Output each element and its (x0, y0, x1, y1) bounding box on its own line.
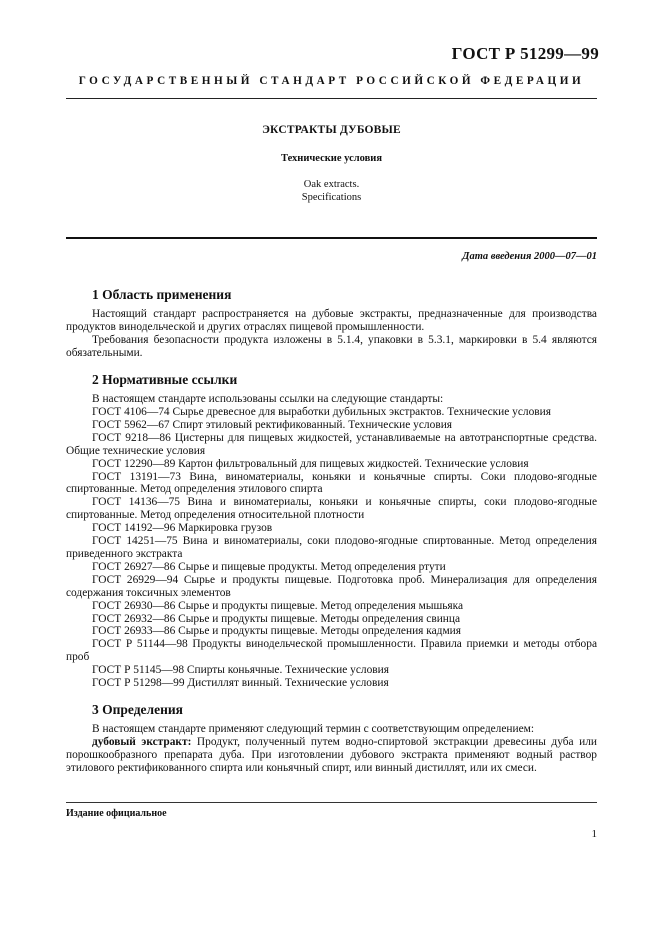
reference-item: ГОСТ Р 51298—99 Дистиллят винный. Технические условия (92, 677, 389, 690)
english-subtitle-line: Specifications (301, 192, 362, 203)
top-divider (66, 98, 597, 99)
section-3-intro: В настоящем стандарте применяют следующий термин с соответствующим определением: (92, 722, 535, 735)
reference-item: ГОСТ 26927—86 Сырье и пищевые продукты. Метод определения ртути (92, 560, 446, 573)
term-definition: Продукт, полученный путем водно-спиртовой экстракции древесины дуба или порошкообразного препарата дуба. При изготовлении дубового экстракта применяют водный раствор этилового ректификованного спирта или коньячный спирт, или винный дистиллят, или их смеси. (66, 735, 597, 774)
introduction-date: Дата введения 2000—07—01 (462, 251, 597, 262)
reference-item: ГОСТ 14251—75 Вина и виноматериалы, соки плодово-ягодные спиртованные. Метод определения приведенного экстракта (66, 535, 597, 560)
reference-item: ГОСТ 5962—67 Спирт этиловый ректификованный. Технические условия (92, 418, 453, 431)
definition-paragraph (66, 736, 597, 775)
section-1-paragraph-1: Настоящий стандарт распространяется на дубовые экстракты, предназначенные для производства продуктов винодельческой и других отраслях пищевой промышленности. (66, 308, 597, 333)
reference-item: ГОСТ Р 51145—98 Спирты коньячные. Технические условия (92, 664, 389, 677)
defined-term: дубовый экстракт: (92, 735, 192, 748)
section-2-heading: 2 Нормативные ссылки (92, 372, 238, 387)
document-title: ЭКСТРАКТЫ ДУБОВЫЕ (262, 124, 401, 136)
reference-item: ГОСТ 26929—94 Сырье и продукты пищевые. Подготовка проб. Минерализация для определения содержания токсичных элементов (66, 573, 597, 599)
section-1-paragraph-2: Требования безопасности продукта изложены в 5.1.4, упаковки в 5.3.1, маркировки в 5.4 являются обязательными. (66, 334, 597, 359)
reference-item: ГОСТ 9218—86 Цистерны для пищевых жидкостей, устанавливаемые на автотранспортные средства. Общие технические условия (66, 431, 597, 457)
section-1-heading: 1 Область применения (92, 287, 232, 302)
footer-divider (66, 802, 597, 803)
reference-item: ГОСТ 13191—73 Вина, виноматериалы, коньяки и коньячные спирты. Соки плодово-ягодные спиртованные. Метод определения этилового спирта (66, 470, 597, 496)
reference-item: ГОСТ Р 51144—98 Продукты винодельческой промышленности. Правила приемки и методы отбора проб (66, 638, 597, 664)
section-3-heading: 3 Определения (92, 701, 183, 717)
normative-references-list (66, 406, 597, 690)
english-title (66, 178, 597, 204)
document-body (66, 286, 597, 775)
section-2-intro: В настоящем стандарте использованы ссылки на следующие стандарты: (92, 393, 444, 405)
state-standard-banner: ГОСУДАРСТВЕННЫЙ СТАНДАРТ РОССИЙСКОЙ ФЕДЕРАЦИИ (78, 75, 585, 87)
gost-number: ГОСТ Р 51299—99 (451, 44, 599, 63)
main-divider (66, 237, 597, 239)
reference-item: ГОСТ 26933—86 Сырье и продукты пищевые. Методы определения кадмия (92, 625, 462, 638)
reference-item: ГОСТ 26930—86 Сырье и продукты пищевые. Метод определения мышьяка (92, 599, 464, 612)
title-block (66, 124, 597, 204)
reference-item: ГОСТ 14192—96 Маркировка грузов (92, 522, 273, 535)
reference-item: ГОСТ 12290—89 Картон фильтровальный для пищевых жидкостей. Технические условия (92, 457, 529, 470)
english-title-line: Oak extracts. (303, 179, 360, 190)
reference-item: ГОСТ 26932—86 Сырье и продукты пищевые. Методы определения свинца (92, 612, 461, 625)
reference-item: ГОСТ 14136—75 Вина и виноматериалы, коньяки и коньячные спирты, соки плодово-ягодные спиртованные. Метод определения относительной плотности (66, 496, 597, 522)
reference-item: ГОСТ 4106—74 Сырье древесное для выработки дубильных экстрактов. Технические условия (92, 406, 552, 418)
page-number: 1 (591, 828, 597, 840)
official-edition-label: Издание официальное (66, 808, 167, 819)
document-subtitle: Технические условия (280, 153, 383, 164)
